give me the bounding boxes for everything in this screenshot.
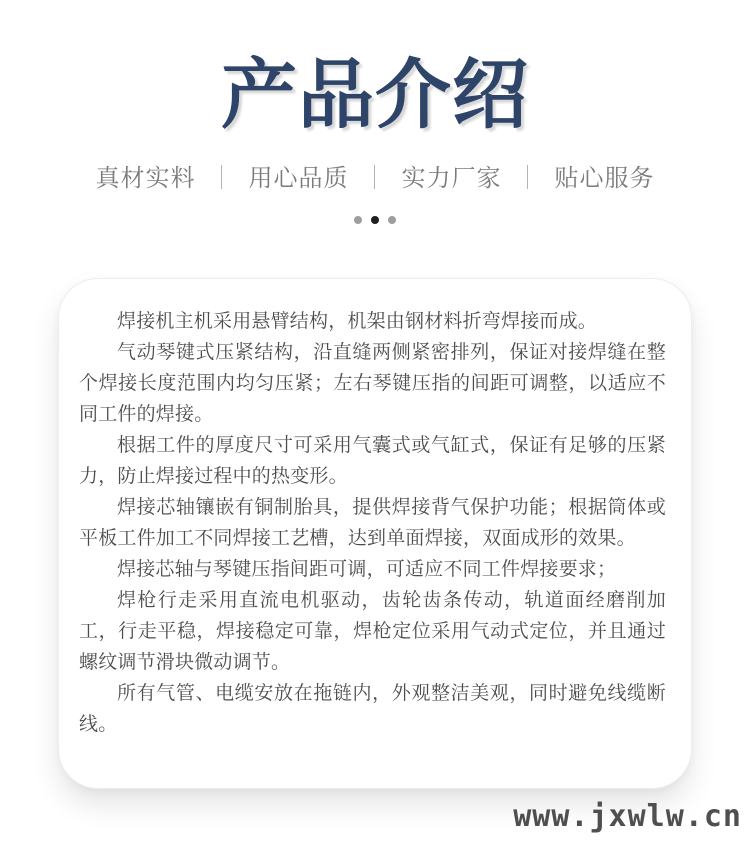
description-paragraph: 焊接芯轴与琴键压指间距可调，可适应不同工件焊接要求； (117, 559, 617, 581)
carousel-dot[interactable] (388, 216, 396, 224)
description-paragraph: 焊枪行走采用直流电机驱动，齿轮齿条传动，轨道面经磨削加工，行走平稳，焊接稳定可靠，焊枪定位采用气动式定位，并且通过螺纹调节滑块微动调节。 (79, 590, 666, 674)
carousel-dots (0, 216, 750, 224)
tagline-item: 真材实料 (95, 165, 196, 192)
site-watermark: www.jxwlw.cn (513, 799, 742, 834)
product-description-card (58, 278, 692, 789)
tagline-item: 实力厂家 (401, 165, 502, 192)
description-paragraph: 气动琴键式压紧结构，沿直缝两侧紧密排列，保证对接焊缝在整个焊接长度范围内均匀压紧；左右琴键压指的间距可调整，以适应不同工件的焊接。 (79, 342, 666, 426)
carousel-dot-active[interactable] (371, 216, 379, 224)
description-paragraph: 焊接机主机采用悬臂结构，机架由钢材料折弯焊接而成。 (117, 311, 598, 333)
description-paragraph: 焊接芯轴镶嵌有铜制胎具，提供焊接背气保护功能；根据筒体或平板工件加工不同焊接工艺槽，达到单面焊接，双面成形的效果。 (79, 497, 666, 550)
tagline-separator: ｜ (362, 165, 388, 192)
tagline-separator: ｜ (209, 165, 235, 192)
tagline-item: 用心品质 (248, 165, 349, 192)
page-title: 产品介绍 (221, 53, 529, 138)
description-paragraph: 所有气管、电缆安放在拖链内，外观整洁美观，同时避免线缆断线。 (79, 683, 666, 736)
hero-section (0, 0, 750, 224)
description-paragraph: 根据工件的厚度尺寸可采用气囊式或气缸式，保证有足够的压紧力，防止焊接过程中的热变形。 (79, 435, 666, 488)
tagline (0, 166, 750, 192)
carousel-dot[interactable] (354, 216, 362, 224)
tagline-item: 贴心服务 (554, 165, 655, 192)
tagline-separator: ｜ (515, 165, 541, 192)
